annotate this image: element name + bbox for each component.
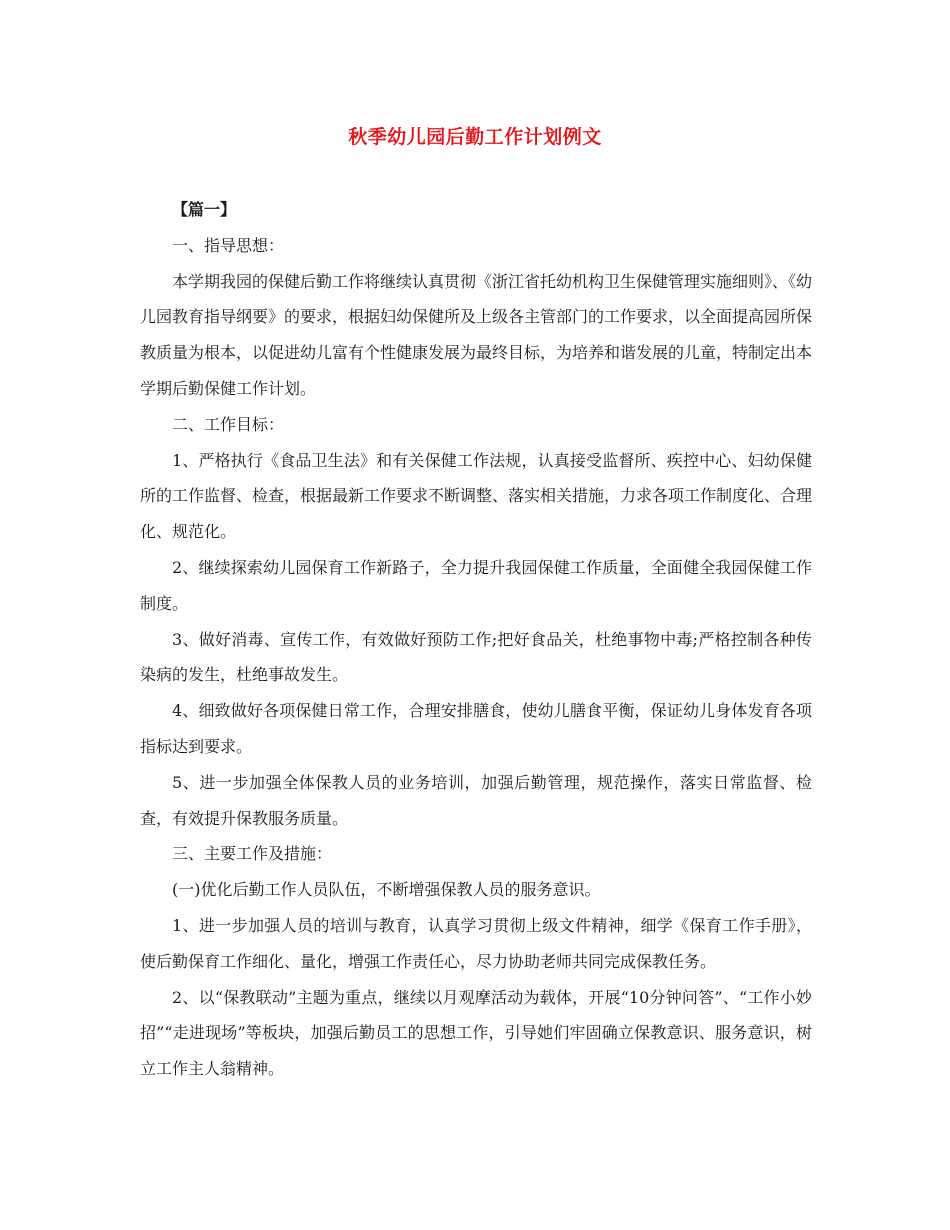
measure-item-2: 2、以“保教联动”主题为重点，继续以月观摩活动为载体，开展“10分钟问答”、“工作小妙招”“走进现场”等板块，加强后勤员工的思想工作，引导她们牢固确立保教意识、服务意识，树立工作主人翁精神。	[140, 987, 812, 1079]
goal-item-2: 2、继续探索幼儿园保育工作新路子，全力提升我园保健工作质量，全面健全我园保健工作制度。	[140, 557, 812, 613]
goal-item-4: 4、细致做好各项保健日常工作，合理安排膳食，使幼儿膳食平衡，保证幼儿身体发育各项指标达到要求。	[140, 701, 812, 756]
section-tag: 【篇一】	[172, 200, 237, 219]
goal-item-5: 5、进一步加强全体保教人员的业务培训，加强后勤管理，规范操作，落实日常监督、检查，有效提升保教服务质量。	[140, 772, 812, 828]
document-title: 秋季幼儿园后勤工作计划例文	[348, 126, 602, 148]
heading-guiding-ideology: 一、指导思想：	[172, 235, 285, 255]
heading-main-work: 三、主要工作及措施：	[172, 844, 333, 864]
heading-work-goals: 二、工作目标：	[172, 414, 285, 434]
measure-item-1: 1、进一步加强人员的培训与教育，认真学习贯彻上级文件精神，细学《保育工作手册》，使后勤保育工作细化、量化，增强工作责任心，尽力协助老师共同完成保教任务。	[140, 915, 812, 971]
goal-item-1: 1、严格执行《食品卫生法》和有关保健工作法规，认真接受监督所、疾控中心、妇幼保健所的工作监督、检查，根据最新工作要求不断调整、落实相关措施，力求各项工作制度化、合理化、规范化。	[140, 450, 813, 542]
document-body	[140, 192, 812, 1087]
paragraph-guiding-ideology: 本学期我园的保健后勤工作将继续认真贯彻《浙江省托幼机构卫生保健管理实施细则》、《幼儿园教育指导纲要》的要求，根据妇幼保健所及上级各主管部门的工作要求，以全面提高园所保教质量为根本，以促进幼儿富有个性健康发展为最终目标，为培养和谐发展的儿童，特制定出本学期后勤保健工作计划。	[140, 271, 813, 398]
subheading-optimize-staff: (一)优化后勤工作人员队伍，不断增强保教人员的服务意识。	[172, 880, 601, 900]
goal-item-3: 3、做好消毒、宣传工作，有效做好预防工作;把好食品关，杜绝事物中毒;严格控制各种传染病的发生，杜绝事故发生。	[140, 629, 812, 685]
